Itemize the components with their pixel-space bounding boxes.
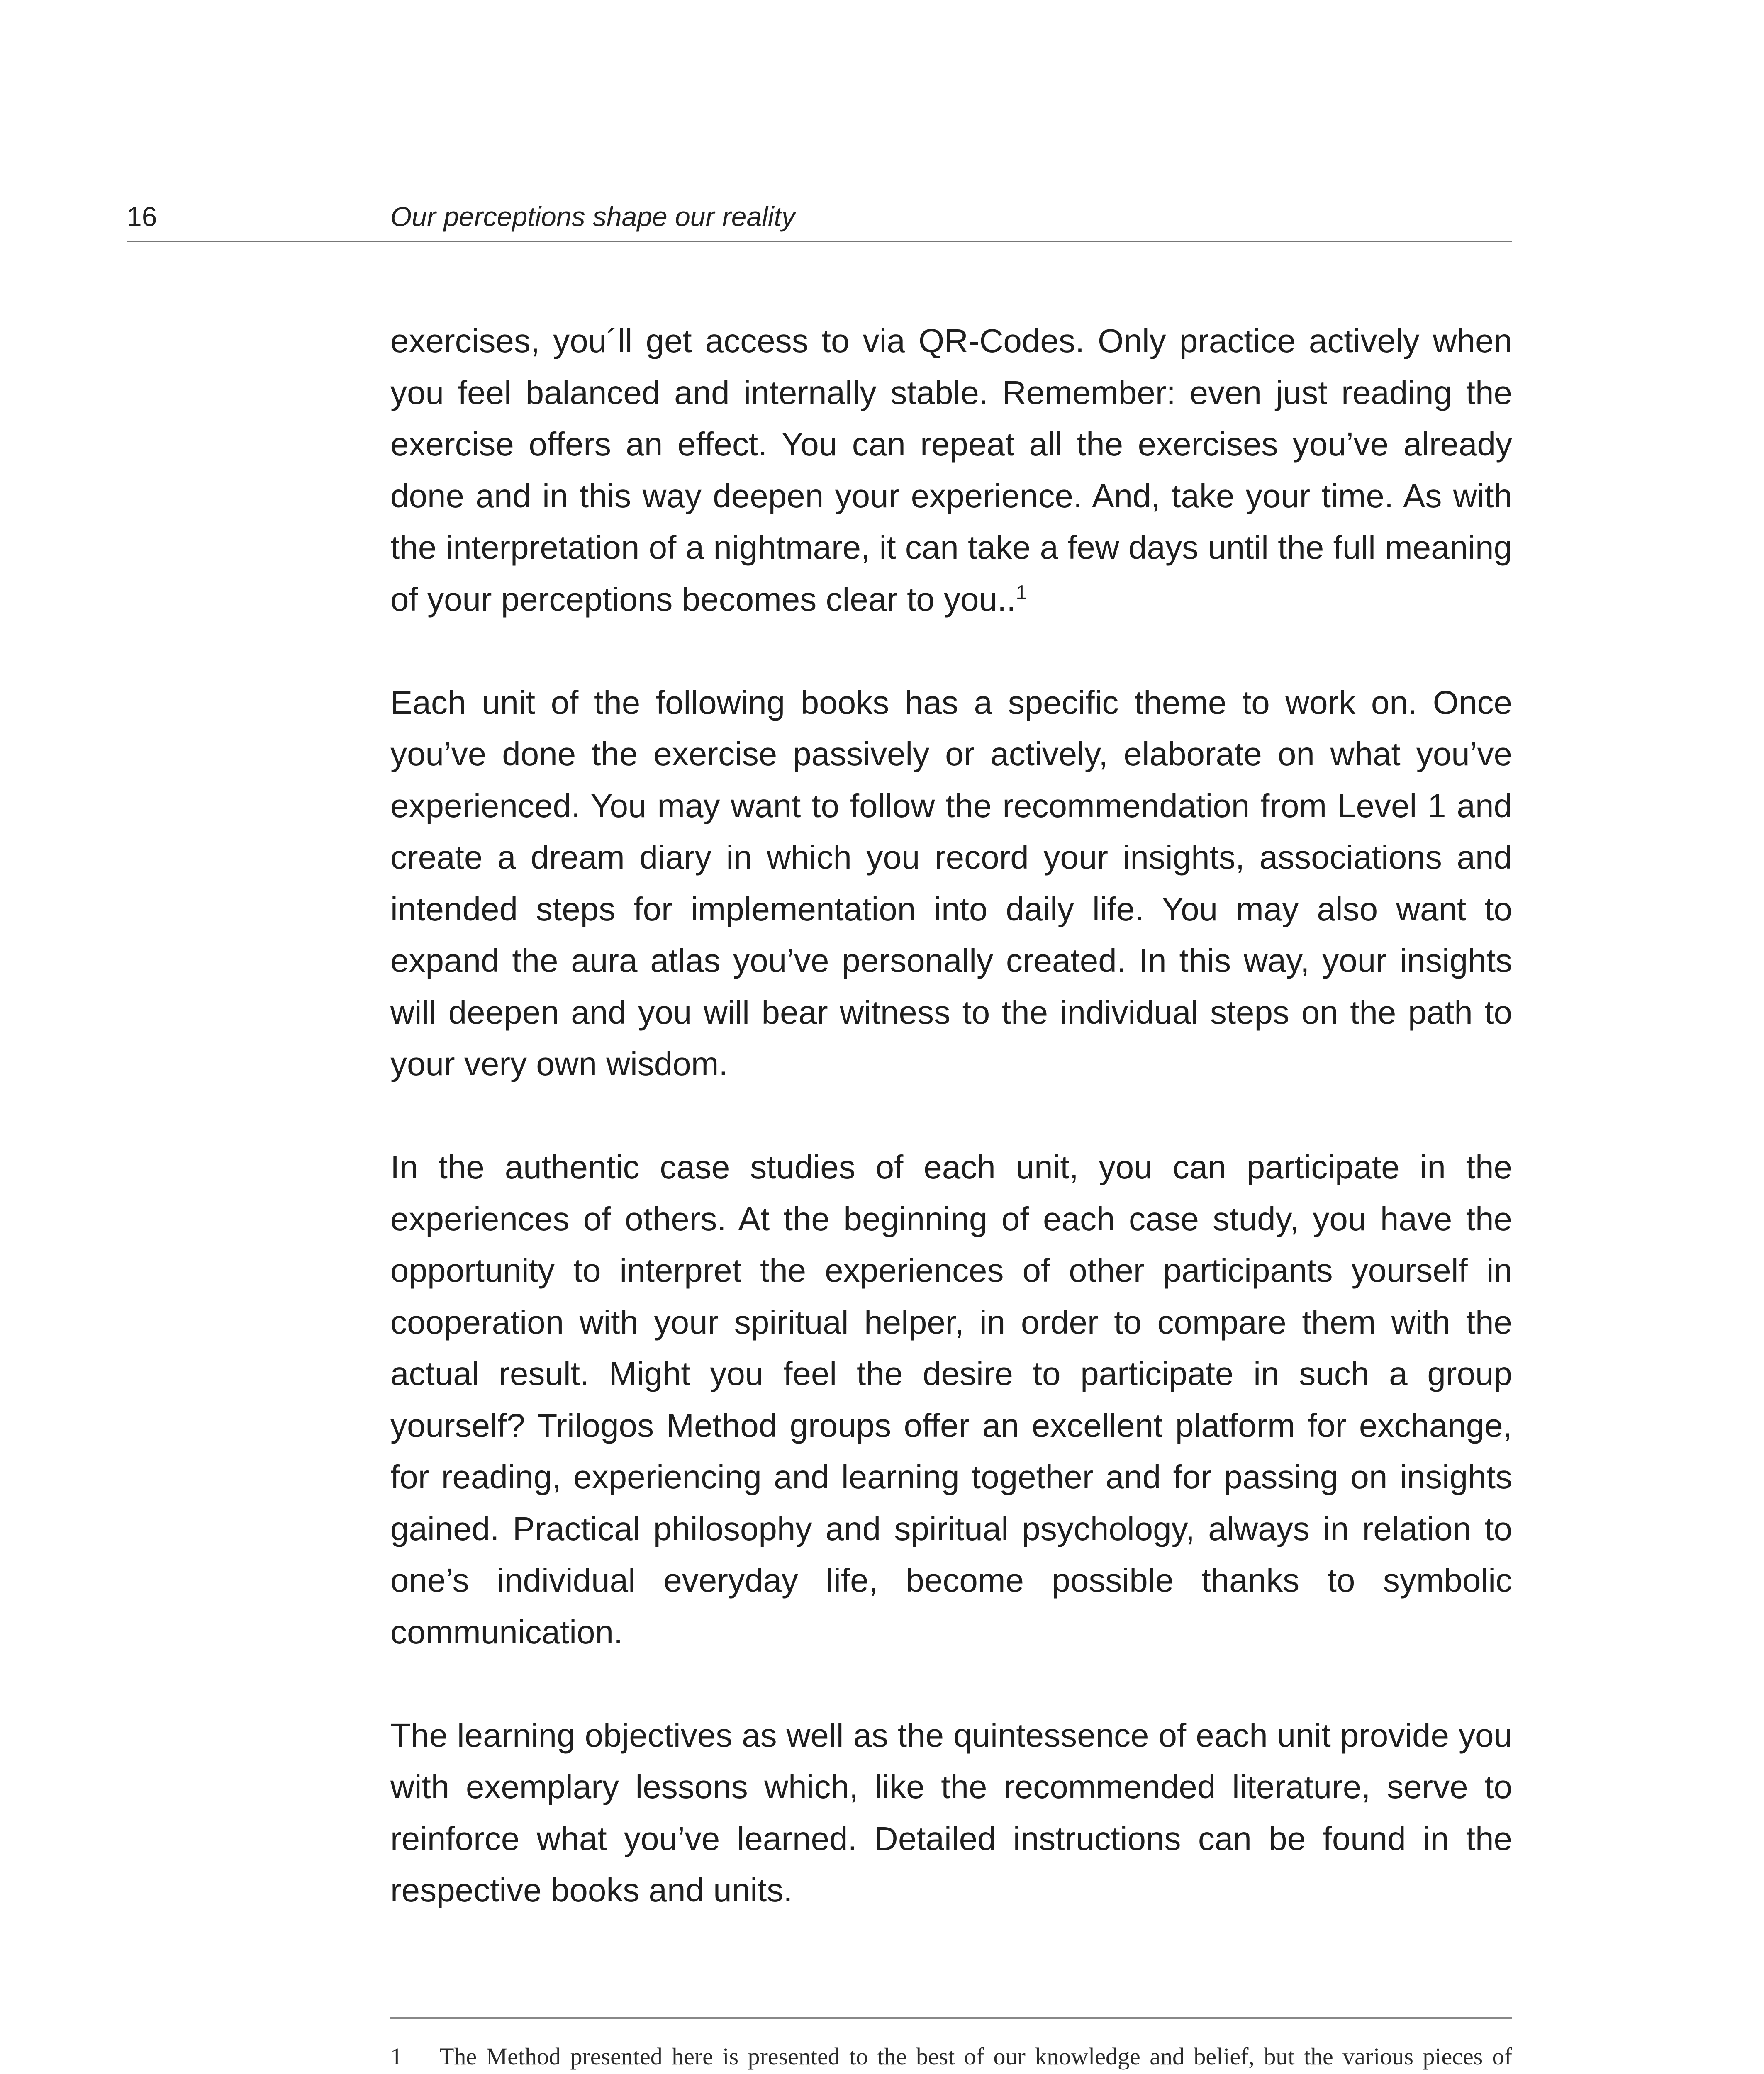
- footnote-number: 1: [390, 2043, 402, 2070]
- footnote: [390, 2041, 1512, 2074]
- running-head: Our perceptions shape our reality: [390, 201, 795, 232]
- paragraph-text: exercises, you´ll get access to via QR-Codes. Only practice actively when you feel balanced and internally stable. Remember: even just reading the exercise offers an effect. You can repeat all the exercises you’ve already done and in this way deepen your experience. And, take your time. As with the interpretation of a nightmare, it can take a few days until the full meaning of your perceptions becomes clear to you..: [390, 322, 1512, 618]
- paragraph: [390, 315, 1512, 625]
- footnote-text: The Method presented here is presented to the best of our knowledge and belief, but the various pieces of: [439, 2043, 1512, 2070]
- footnote-divider: [390, 2017, 1512, 2019]
- paragraph: Each unit of the following books has a specific theme to work on. Once you’ve done the exercise passively or actively, elaborate on what you’ve experienced. You may want to follow the recommendation from Level 1 and create a dream diary in which you record your insights, associations and intended steps for implementation into daily life. You may also want to expand the aura atlas you’ve personally created. In this way, your insights will deepen and you will bear witness to the individual steps on the path to your very own wisdom.: [390, 684, 1512, 1082]
- footnote-reference: 1: [1016, 581, 1027, 604]
- paragraph: The learning objectives as well as the quintessence of each unit provide you with exemplary lessons which, like the recommended literature, serve to reinforce what you’ve learned. Detailed instructions can be found in the respective books and units.: [390, 1716, 1512, 1908]
- main-text: [390, 315, 1512, 1968]
- page-number: 16: [127, 201, 157, 232]
- page-header: [127, 192, 1512, 242]
- paragraph: In the authentic case studies of each unit, you can participate in the experiences of others. At the beginning of each case study, you have the opportunity to interpret the experiences of other participants yourself in cooperation with your spiritual helper, in order to compare them with the actual result. Might you feel the desire to participate in such a group yourself? Trilogos Method groups offer an excellent platform for exchange, for reading, experiencing and learning together and for passing on insights gained. Practical philosophy and spiritual psychology, always in relation to one’s individual everyday life, become possible thanks to symbolic communication.: [390, 1149, 1512, 1650]
